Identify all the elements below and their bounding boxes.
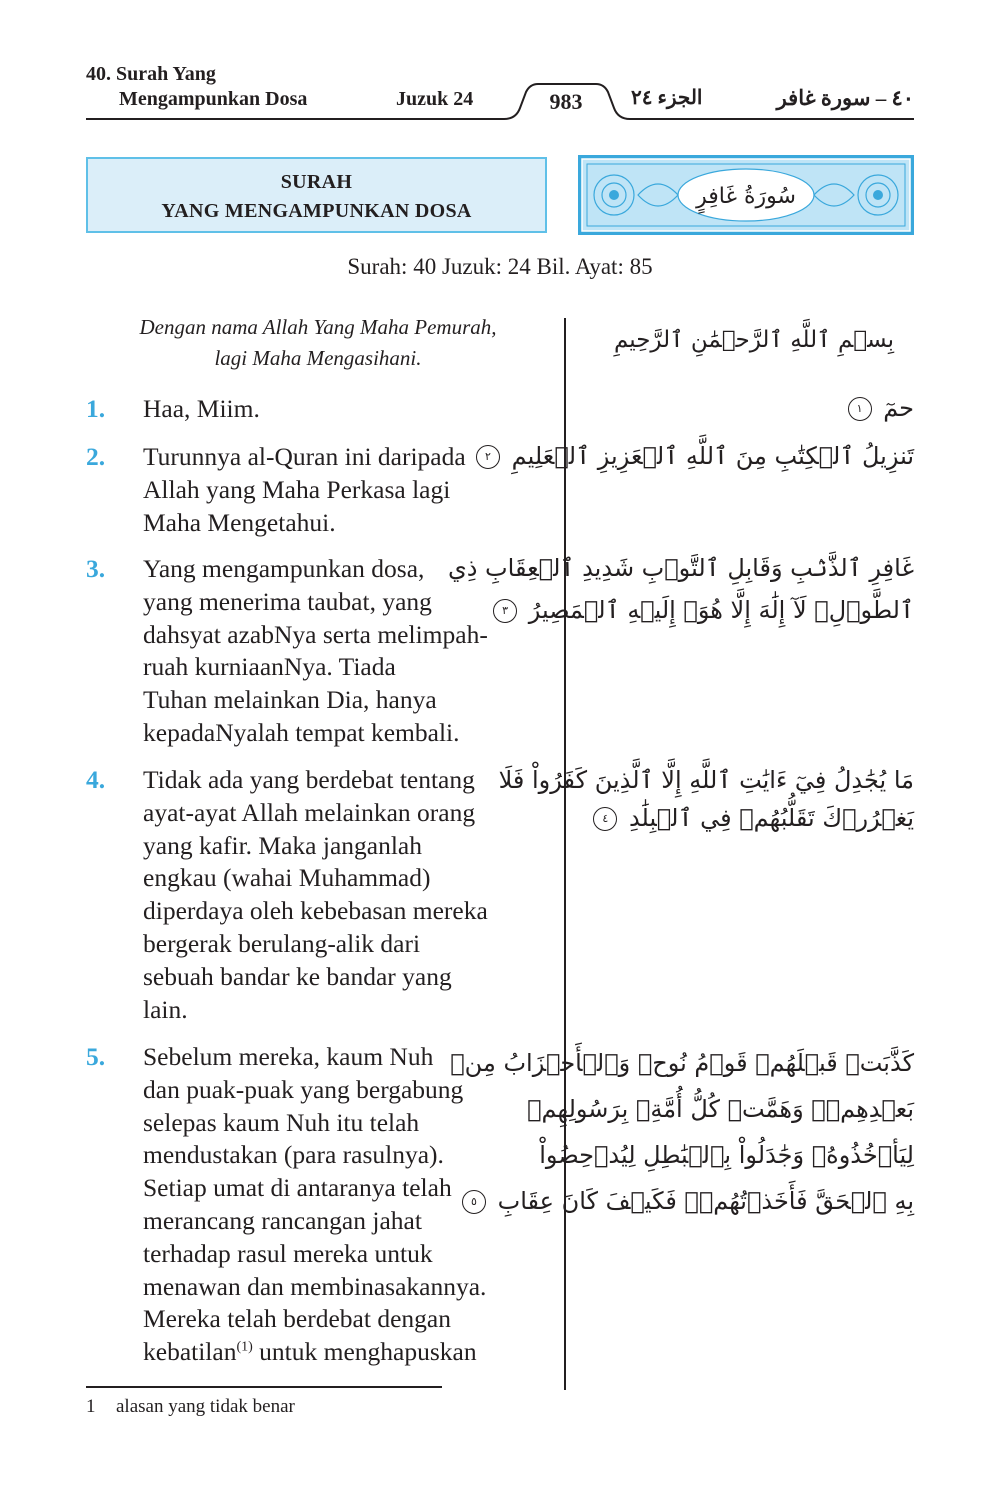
verse-line: bergerak berulang-alik dari [143, 928, 421, 958]
arabic-line: بَعۡدِهِمۡۖ وَهَمَّتۡ كُلُّ أُمَّةِۭ بِرَسُولِهِمۡ [527, 1095, 914, 1123]
basmalah-translation-line1: Dengan nama Allah Yang Maha Pemurah, [139, 315, 497, 339]
basmalah-translation [86, 312, 550, 374]
verse-5-arabic [450, 1040, 914, 1224]
verse-end-marker: ٥ [462, 1190, 486, 1214]
verse-line: yang menerima taubat, yang [143, 586, 432, 616]
verse-line: selepas kaum Nuh itu telah [143, 1107, 420, 1137]
verse-number: 4. [86, 765, 106, 794]
verse-text [143, 764, 564, 1026]
header-surah-arabic: ٤٠ – سورة غافر [776, 86, 914, 110]
verse-3-arabic [447, 550, 914, 628]
verse-end-marker: ٣ [493, 599, 517, 623]
verse-line [143, 1336, 564, 1369]
verse-line: Setiap umat di antaranya telah [143, 1173, 452, 1203]
verse-4-arabic [498, 762, 914, 836]
footnote-reference[interactable]: (1) [236, 1339, 253, 1355]
arabic-line: حمٓ [883, 394, 914, 422]
verse-line: dahsyat azabNya serta melimpah- [143, 619, 488, 649]
basmalah-arabic: بِسۡمِ ٱللَّهِ ٱلرَّحۡمَٰنِ ٱلرَّحِيمِ [613, 327, 895, 353]
verse-line: mendustakan (para rasulnya). [143, 1140, 444, 1170]
verse-line: Tidak ada yang berdebat tentang [143, 765, 475, 794]
verse-2-arabic [485, 438, 914, 474]
surah-meta: Surah: 40 Juzuk: 24 Bil. Ayat: 85 [347, 254, 653, 279]
arabic-line: ٱلطَّوۡلِۖ لَآ إِلَٰهَ إِلَّا هُوَۖ إِلَيۡهِ ٱلۡمَصِيرُ [528, 596, 914, 624]
verse-number: 2. [86, 442, 106, 471]
arabic-line: يَغۡرُرۡكَ تَقَلُّبُهُمۡ فِي ٱلۡبِلَٰدِ [628, 804, 914, 832]
footnote-number: 1 [86, 1396, 96, 1417]
verse-end-marker: ١ [848, 397, 872, 421]
verse-line: Yang mengampunkan dosa, [143, 554, 425, 583]
verse-line: Tuhan melainkan Dia, hanya [143, 685, 437, 715]
arabic-line: تَنزِيلُ ٱلۡكِتَٰبِ مِنَ ٱللَّهِ ٱلۡعَزِيزِ ٱلۡعَلِيمِ [511, 442, 914, 470]
footnote-text: alasan yang tidak benar [116, 1396, 295, 1417]
verse-line: Sebelum mereka, kaum Nuh [143, 1042, 434, 1071]
verse-line: diperdaya oleh kebebasan mereka [143, 896, 488, 926]
header-juz: Juzuk 24 [396, 88, 474, 110]
arabic-line: بِهِ ٱلۡحَقَّ فَأَخَذۡتُهُمۡۖ فَكَيۡفَ كَانَ عِقَابِ [497, 1187, 914, 1215]
arabic-line: كَذَّبَتۡ قَبۡلَهُمۡ قَوۡمُ نُوحٖ وَٱلۡأَحۡزَابُ مِنۢ [450, 1049, 914, 1077]
verse-line: kepadaNyalah tempat kembali. [143, 717, 460, 747]
verse-line: Allah yang Maha Perkasa lagi [143, 474, 451, 504]
verse-number: 3. [86, 554, 106, 583]
header-surah-line1: 40. Surah Yang [86, 63, 216, 85]
verse-line: Haa, Miim. [143, 394, 260, 423]
verse-text [143, 393, 564, 426]
verse-line: ruah kurniaanNya. Tiada [143, 652, 396, 682]
verse-end-marker: ٢ [476, 445, 500, 469]
verse-line: merancang rancangan jahat [143, 1205, 422, 1235]
verse-line-part: kebatilan [143, 1337, 237, 1367]
verse-end-marker: ٤ [593, 807, 617, 831]
page-number: 983 [549, 89, 583, 114]
header-surah-line2: Mengampunkan Dosa [119, 88, 308, 110]
surah-title-line2: YANG MENGAMPUNKAN DOSA [161, 200, 472, 222]
verse-line: Mereka telah berdebat dengan [143, 1304, 451, 1334]
verse-line: ayat-ayat Allah melainkan orang [143, 797, 476, 827]
surah-calligraphy: سُورَةُ غَافِرٍ [696, 184, 796, 209]
column-divider [564, 318, 566, 1390]
verse-line: Turunnya al-Quran ini daripada [143, 442, 466, 471]
arabic-line: مَا يُجَٰدِلُ فِيٓ ءَايَٰتِ ٱللَّهِ إِلَّا ٱلَّذِينَ كَفَرُواْ فَلَا [498, 766, 914, 794]
surah-calligraphy-panel [578, 155, 914, 235]
surah-title-line1: SURAH [280, 171, 353, 193]
footnote [86, 1394, 295, 1420]
ornament-frame [578, 155, 914, 235]
verse-number: 5. [86, 1042, 106, 1071]
header-juz-arabic: الجزء ٢٤ [631, 87, 703, 109]
verse-line: dan puak-puak yang bergabung [143, 1074, 464, 1104]
verse-1-arabic [584, 390, 914, 426]
verse-line: sebuah bandar ke bandar yang [143, 961, 452, 991]
verse-line: engkau (wahai Muhammad) [143, 863, 431, 893]
arabic-line: غَافِرِ ٱلذَّنۢبِ وَقَابِلِ ٱلتَّوۡبِ شَدِيدِ ٱلۡعِقَابِ ذِي [447, 554, 914, 582]
surah-title-box [86, 157, 547, 233]
verse-line-part: untuk menghapuskan [252, 1337, 477, 1367]
verse-line: yang kafir. Maka janganlah [143, 830, 422, 860]
header-rule [86, 80, 914, 122]
verse-number: 1. [86, 394, 106, 423]
footnote-rule [86, 1386, 442, 1388]
verse-line: Maha Mengetahui. [143, 507, 336, 537]
arabic-line: لِيَأۡخُذُوهُۖ وَجَٰدَلُواْ بِٱلۡبَٰطِلِ لِيُدۡحِضُواْ [539, 1141, 914, 1169]
verse-line: terhadap rasul mereka untuk [143, 1238, 433, 1268]
verse-line: lain. [143, 994, 188, 1024]
basmalah-translation-line2: lagi Maha Mengasihani. [214, 346, 422, 370]
verse-line: menawan dan membinasakannya. [143, 1271, 487, 1301]
